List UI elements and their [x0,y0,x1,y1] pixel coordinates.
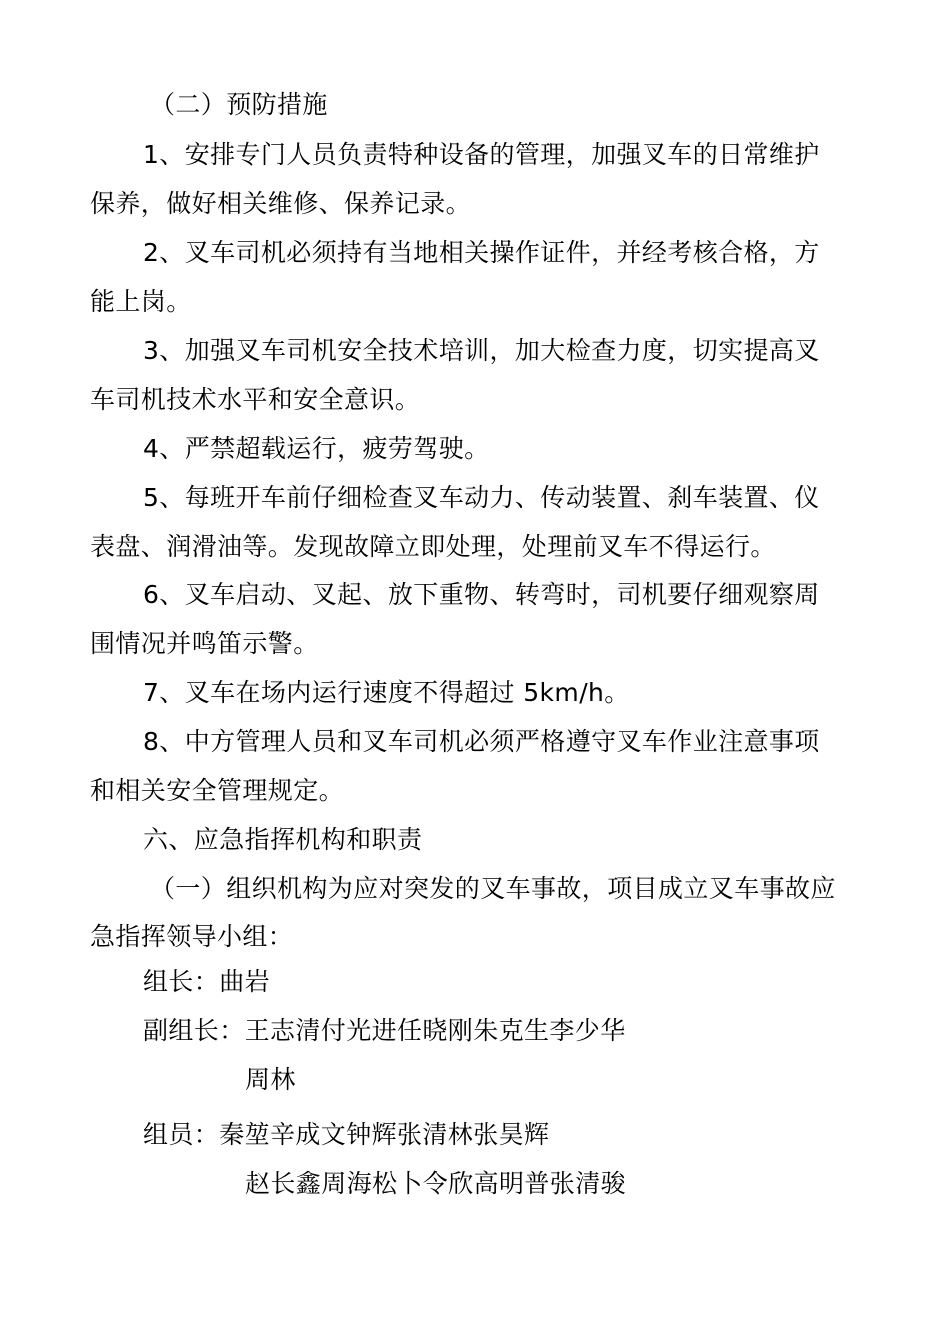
paragraph-line: 围情况并鸣笛示警。 [90,629,319,658]
section-heading-emergency: 六、应急指挥机构和职责 [143,825,423,854]
members-continuation: 赵长鑫周海松卜令欣高明普张清骏 [245,1169,627,1198]
paragraph-line: 保养，做好相关维修、保养记录。 [90,189,472,218]
paragraph-line: 和相关安全管理规定。 [90,776,345,805]
paragraph-line: 4、严禁超载运行，疲劳驾驶。 [143,434,490,463]
paragraph-line: 3、加强叉车司机安全技术培训，加大检查力度，切实提高叉 [143,336,820,365]
paragraph-line: （一）组织机构为应对突发的叉车事故，项目成立叉车事故应 [150,874,836,903]
paragraph-line: 5、每班开车前仔细检查叉车动力、传动装置、刹车装置、仪 [143,483,820,512]
members-line: 组员：秦堃辛成文钟辉张清林张昊辉 [143,1120,550,1149]
paragraph-line: 1、安排专门人员负责特种设备的管理，加强叉车的日常维护 [143,140,820,169]
paragraph-line: 急指挥领导小组： [90,922,294,951]
paragraph-line: 2、叉车司机必须持有当地相关操作证件，并经考核合格，方 [143,238,820,267]
section-heading-prevention: （二）预防措施 [150,90,328,119]
paragraph-line: 能上岗。 [90,287,192,316]
paragraph-line: 6、叉车启动、叉起、放下重物、转弯时，司机要仔细观察周 [143,580,820,609]
paragraph-line: 8、中方管理人员和叉车司机必须严格遵守叉车作业注意事项 [143,727,820,756]
paragraph-line: 表盘、润滑油等。发现故障立即处理，处理前叉车不得运行。 [90,532,776,561]
paragraph-line: 车司机技术水平和安全意识。 [90,385,421,414]
deputy-leader-line: 副组长：王志清付光进任晓刚朱克生李少华 [143,1016,626,1045]
team-leader-line: 组长：曲岩 [143,967,271,996]
deputy-leader-continuation: 周林 [245,1065,296,1094]
paragraph-line: 7、叉车在场内运行速度不得超过 5km/h。 [143,678,630,707]
